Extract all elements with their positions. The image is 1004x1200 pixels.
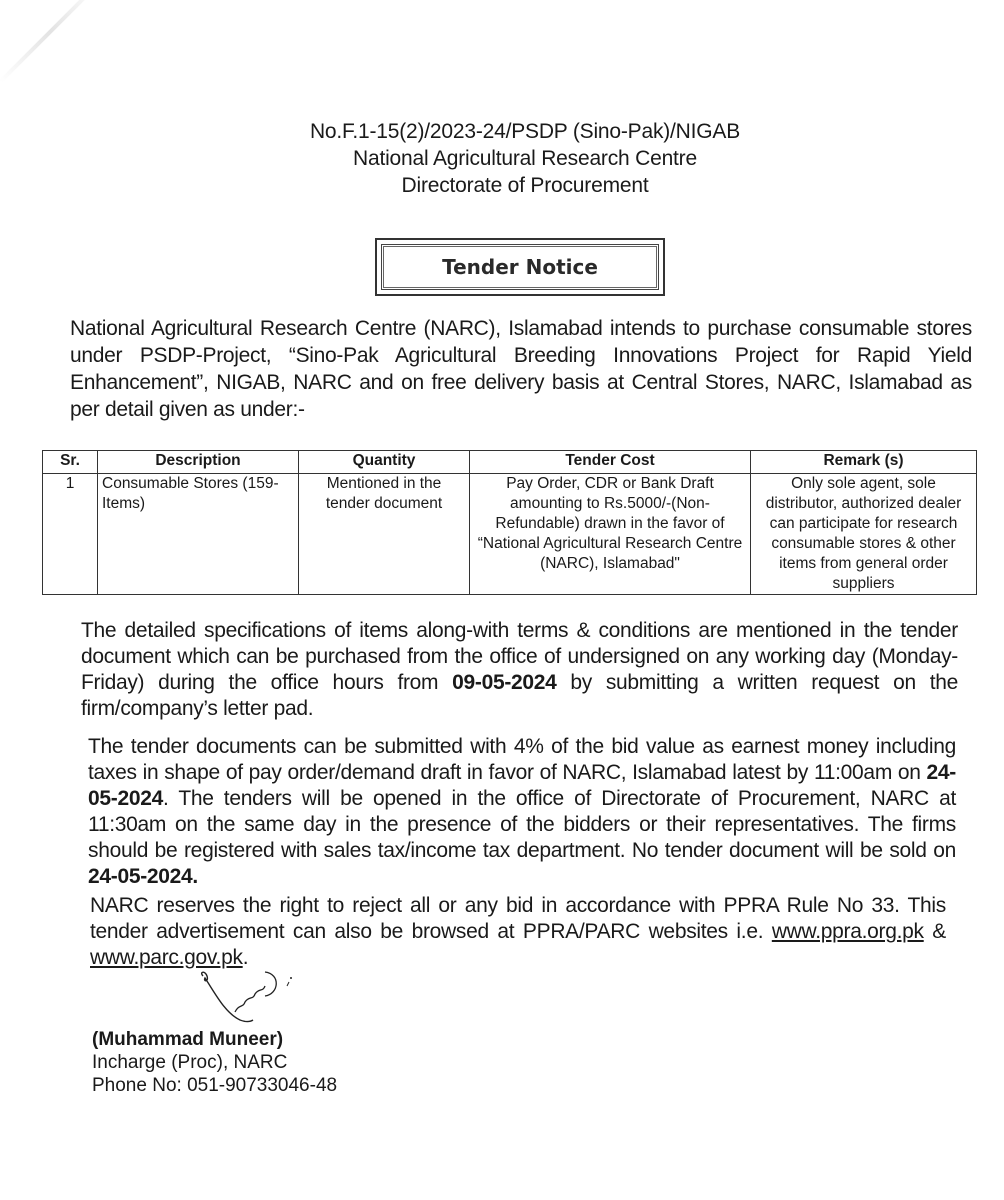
rights-paragraph <box>90 893 946 971</box>
signatory-designation: Incharge (Proc), NARC <box>92 1052 288 1073</box>
table-header-row <box>43 451 977 474</box>
document-header <box>0 118 1004 199</box>
no-sale-date: 24-05-2024. <box>88 865 198 888</box>
intro-paragraph: National Agricultural Research Centre (NARC), Islamabad intends to purchase consumable stores under PSDP-Project, “Sino-Pak Agricultural Breeding Innovations Project for Rapid Yield Enhancement”, NIGAB, NARC and on free delivery basis at Central Stores, NARC, Islamabad as per detail given as under:- <box>70 317 972 421</box>
title-box <box>375 238 665 296</box>
submission-text: The tender documents can be submitted with 4% of the bid value as earnest money including taxes in shape of pay order/demand draft in favor of NARC, Islamabad latest by 11:00am on <box>88 735 956 784</box>
page-title: Tender Notice <box>381 244 659 290</box>
opening-text: . The tenders will be opened in the office of Directorate of Procurement, NARC at 11:30am on the same day in the presence of the bidders or their representatives. The firms should be registered with sales tax/income tax department. No tender document will be sold on <box>88 787 956 862</box>
submission-paragraph <box>88 734 956 890</box>
submission-deadline-date: 24-05-2024 <box>88 761 956 810</box>
link-separator: & <box>923 920 946 943</box>
header-tender-cost: Tender Cost <box>470 451 751 474</box>
cell-tender-cost: Pay Order, CDR or Bank Draft amounting to Rs.5000/-(Non-Refundable) drawn in the favor of “National Agricultural Research Centre (NARC), Islamabad" <box>470 474 751 595</box>
signatory-block <box>92 1028 337 1097</box>
parc-link[interactable]: www.parc.gov.pk <box>90 946 243 969</box>
ppra-link[interactable]: www.ppra.org.pk <box>771 920 924 943</box>
header-quantity: Quantity <box>299 451 470 474</box>
directorate-name: Directorate of Procurement <box>401 174 649 197</box>
rights-end: . <box>242 946 249 969</box>
signatory-name: (Muhammad Muneer) <box>92 1029 284 1050</box>
tender-table <box>42 450 977 595</box>
cell-remarks: Only sole agent, sole distributor, authorized dealer can participate for research consumable stores & other items from general order suppliers <box>751 474 977 595</box>
cell-description: Consumable Stores (159-Items) <box>98 474 299 595</box>
spec-text-end: by submitting a written request on the firm/company’s letter pad. <box>81 671 958 720</box>
cell-sr: 1 <box>43 474 98 595</box>
purchase-start-date: 09-05-2024 <box>452 671 557 694</box>
organization-name: National Agricultural Research Centre <box>353 147 697 170</box>
spec-text: The detailed specifications of items along-with terms & conditions are mentioned in the tender document which can be purchased from the office of undersigned on any working day (Monday-Friday) during the office hours from <box>81 619 958 694</box>
cell-quantity: Mentioned in the tender document <box>299 474 470 595</box>
reference-number: No.F.1-15(2)/2023-24/PSDP (Sino-Pak)/NIGAB <box>309 120 741 143</box>
specifications-paragraph <box>81 618 958 722</box>
paper-fold-mark <box>0 0 101 83</box>
signature-icon <box>195 968 325 1028</box>
signatory-phone: Phone No: 051-90733046-48 <box>92 1075 338 1096</box>
header-sr: Sr. <box>43 451 98 474</box>
header-description: Description <box>98 451 299 474</box>
rights-text: NARC reserves the right to reject all or any bid in accordance with PPRA Rule No 33. This tender advertisement can also be browsed at PPRA/PARC websites i.e. <box>90 894 946 943</box>
table-row <box>43 474 977 595</box>
header-remarks: Remark (s) <box>751 451 977 474</box>
